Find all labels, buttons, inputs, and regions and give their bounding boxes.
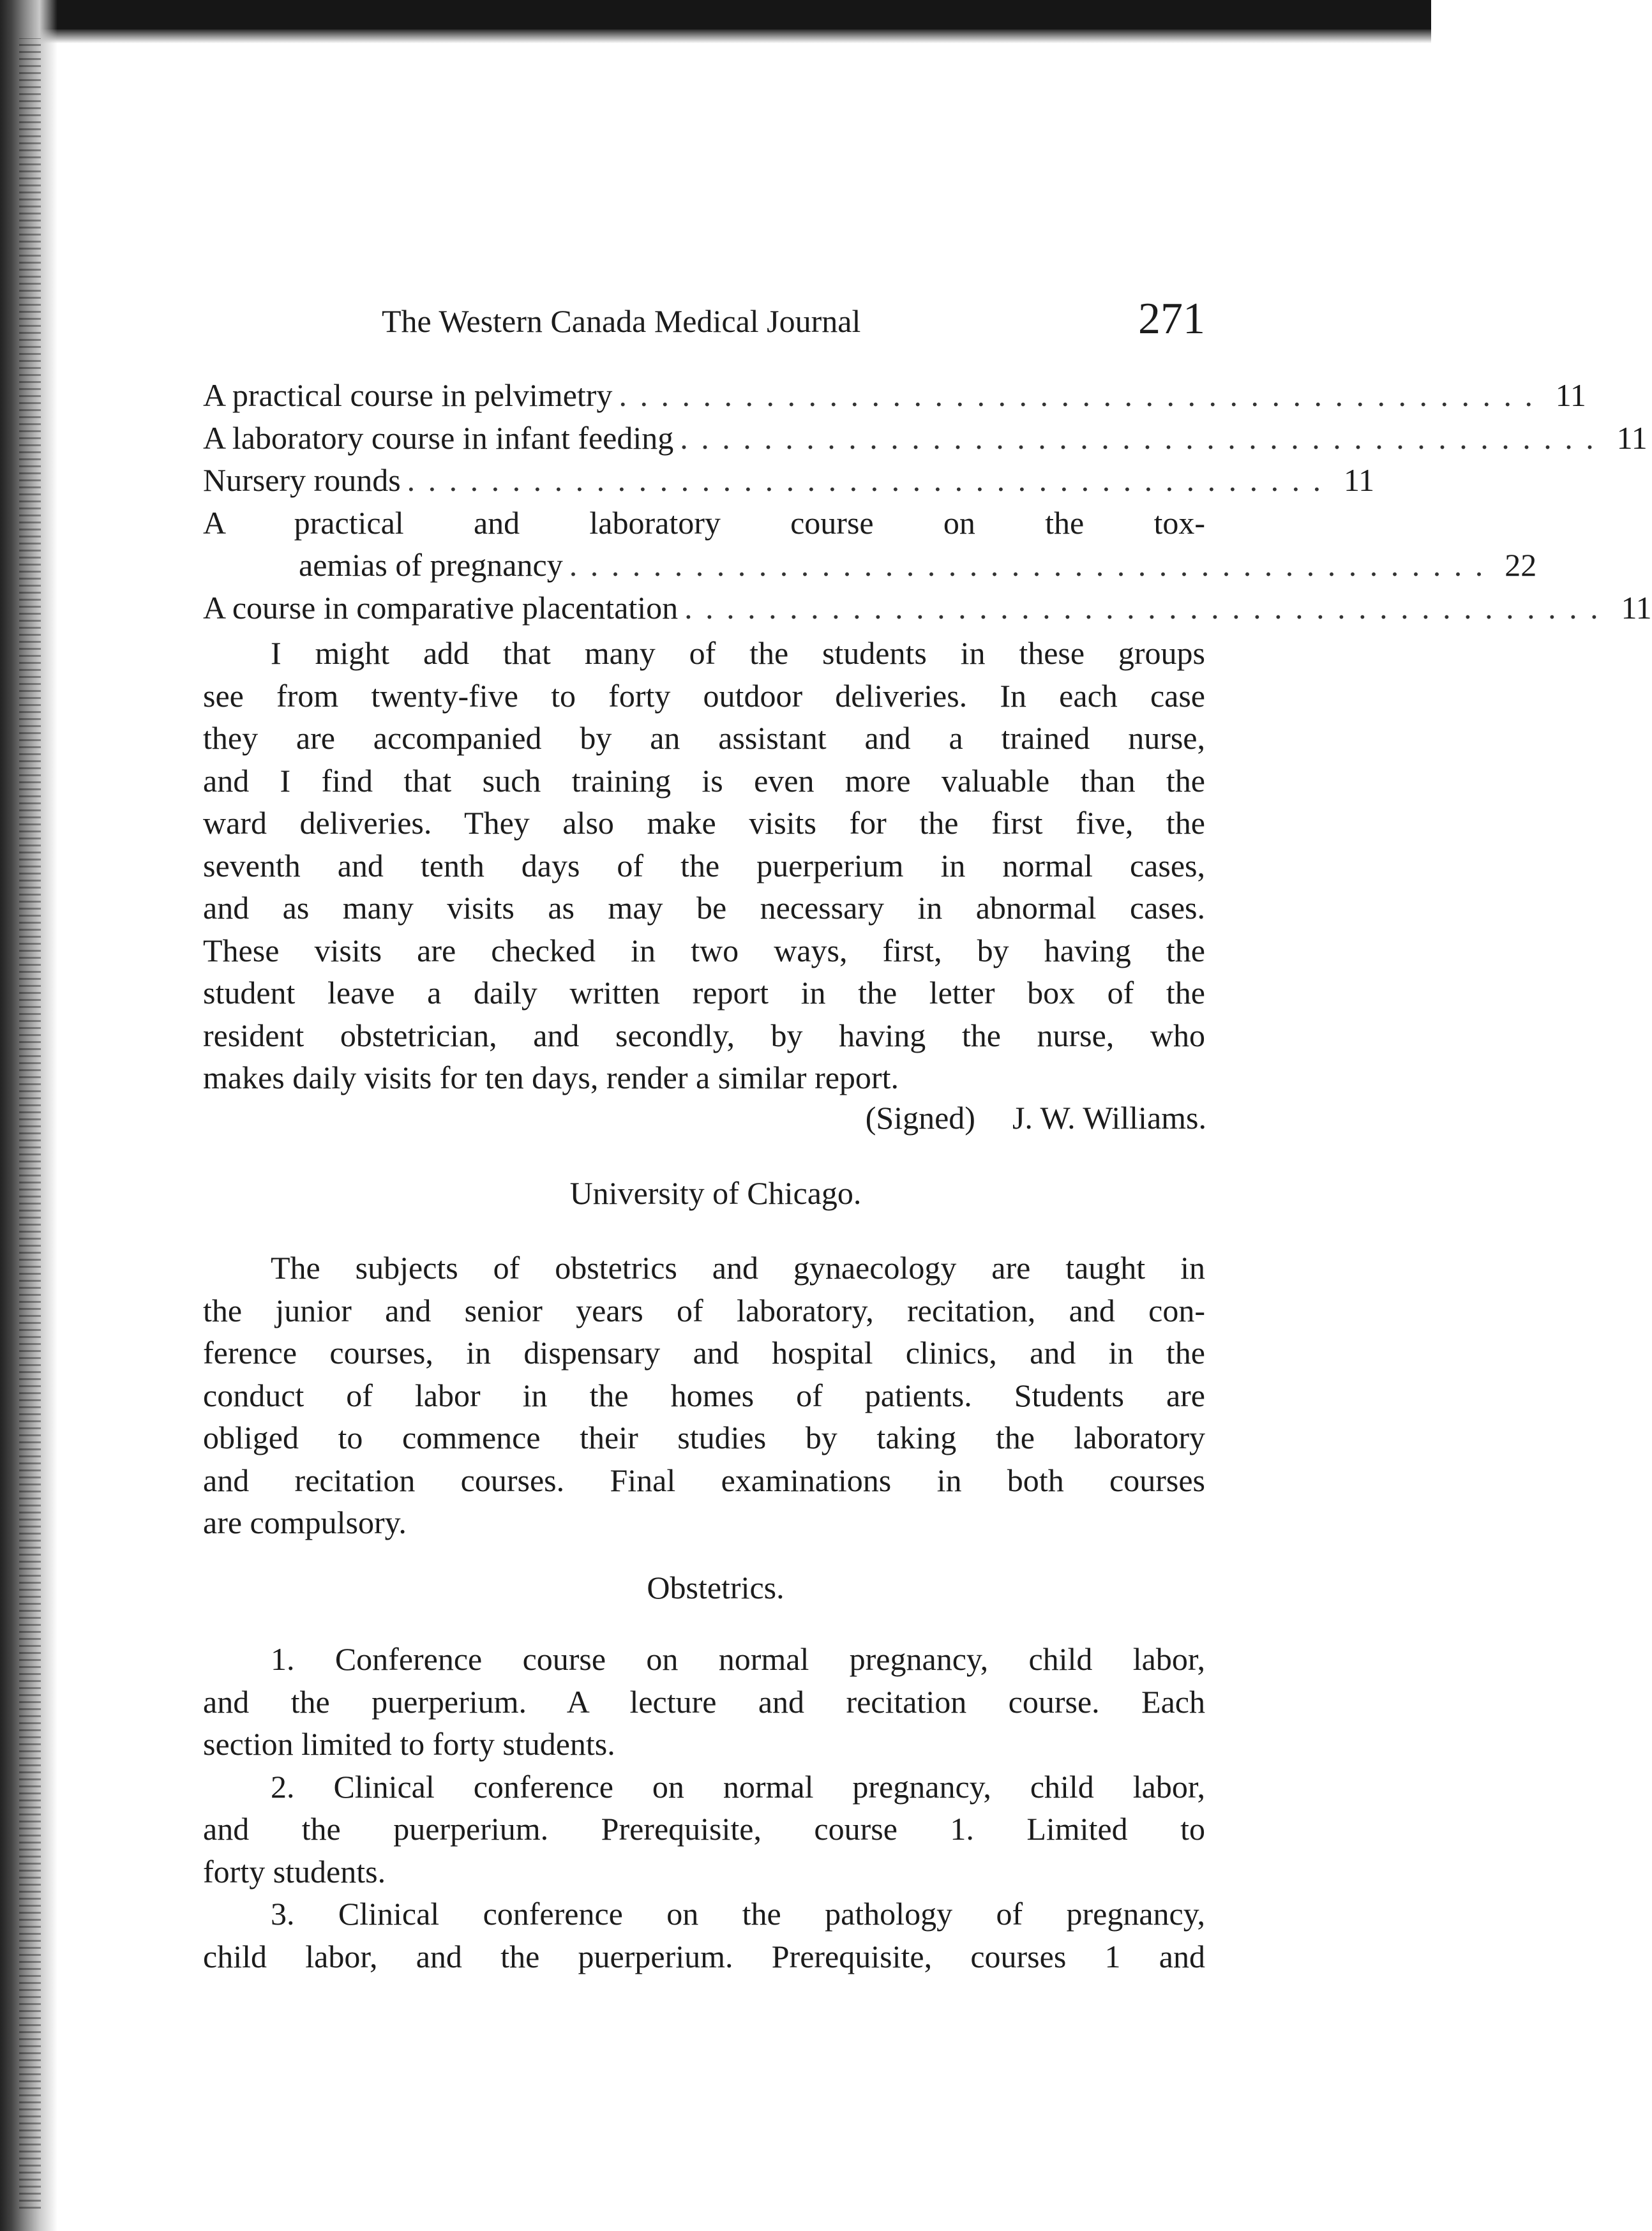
text-line: resident obstetrician, and secondly, by having the nurse, who	[203, 1017, 1205, 1053]
section-heading-chicago: University of Chicago.	[569, 1175, 862, 1211]
list-item: A practical course in pelvimetry . . . . . . . . . . . . . . . . . . . . . . . . . . . . . . . . . . . . . . . . . . . . 11	[203, 374, 1205, 417]
signature-prefix: (Signed)	[865, 1100, 975, 1136]
running-header	[382, 281, 1205, 345]
list-item: Nursery rounds . . . . . . . . . . . . . . . . . . . . . . . . . . . . . . . . . . . . . . . . . . . . 11	[203, 459, 1205, 502]
list-item: A laboratory course in infant feeding . . . . . . . . . . . . . . . . . . . . . . . . . . . . . . . . . . . . . . . . . . . . 11	[203, 417, 1205, 460]
text-line: forty students.	[203, 1853, 386, 1889]
text-line: These visits are checked in two ways, first, by having the	[203, 932, 1205, 968]
text-line: section limited to forty students.	[203, 1726, 615, 1762]
text-line: I might add that many of the students in these groups	[271, 635, 1205, 671]
scan-binding-stitching	[19, 38, 41, 2209]
signature	[866, 1099, 1206, 1136]
scan-top-border	[0, 0, 1431, 29]
paragraph-chicago	[203, 1247, 1205, 1544]
scan-top-shadow	[0, 29, 1431, 43]
obstetrics-course-list	[203, 1638, 1205, 1978]
text-line: and recitation courses. Final examinations in both courses	[203, 1462, 1205, 1498]
text-line: student leave a daily written report in the letter box of the	[203, 975, 1205, 1010]
text-line: child labor, and the puerperium. Prerequisite, courses 1 and	[203, 1938, 1205, 1974]
text-line: makes daily visits for ten days, render a similar report.	[203, 1060, 899, 1095]
text-line: obliged to commence their studies by taking the laboratory	[203, 1420, 1205, 1455]
text-line: ference courses, in dispensary and hospital clinics, and in the	[203, 1335, 1205, 1371]
text-line: are compulsory.	[203, 1505, 407, 1540]
text-line: conduct of labor in the homes of patients. Students are	[203, 1377, 1205, 1413]
journal-title: The Western Canada Medical Journal	[382, 303, 861, 339]
text-line: and the puerperium. Prerequisite, course 1. Limited to	[203, 1811, 1205, 1847]
text-line: they are accompanied by an assistant and a trained nurse,	[203, 720, 1205, 756]
page-number: 271	[1138, 294, 1205, 343]
text-line: see from twenty-five to forty outdoor deliveries. In each case	[203, 677, 1205, 714]
text-line: 3. Clinical conference on the pathology of pregnancy,	[271, 1896, 1205, 1932]
list-item: aemias of pregnancy . . . . . . . . . . . . . . . . . . . . . . . . . . . . . . . . . . . . . . . . . . . . 22	[203, 544, 1205, 587]
text-line: ward deliveries. They also make visits for the first five, the	[203, 805, 1205, 841]
text-line: 2. Clinical conference on normal pregnancy, child labor,	[271, 1768, 1205, 1805]
text-line: and the puerperium. A lecture and recitation course. Each	[203, 1683, 1205, 1720]
leader-dots: . . . . . . . . . . . . . . . . . . . . . . . . . . . . . . . . . . . . . . . . . . . .	[569, 547, 1486, 583]
leader-dots: . . . . . . . . . . . . . . . . . . . . . . . . . . . . . . . . . . . . . . . . . . . .	[619, 377, 1535, 413]
text-line: The subjects of obstetrics and gynaecology are taught in	[271, 1250, 1205, 1286]
text-line: 1. Conference course on normal pregnancy, child labor,	[271, 1641, 1205, 1677]
signature-name: J. W. Williams.	[1012, 1100, 1206, 1136]
text-line: the junior and senior years of laboratory, recitation, and con-	[203, 1292, 1205, 1328]
list-item: A practical and laboratory course on the tox-	[203, 504, 1205, 541]
leader-dots: . . . . . . . . . . . . . . . . . . . . . . . . . . . . . . . . . . . . . . . . . . . .	[684, 589, 1601, 626]
text-line: and as many visits as may be necessary in abnormal cases.	[203, 890, 1205, 926]
list-item: A course in comparative placentation . . . . . . . . . . . . . . . . . . . . . . . . . . . . . . . . . . . . . . . . . . . . 11	[203, 587, 1205, 629]
text-line: and I find that such training is even more valuable than the	[203, 762, 1205, 799]
course-hours-list	[203, 374, 1652, 629]
text-line: seventh and tenth days of the puerperium in normal cases,	[203, 847, 1205, 883]
paragraph-outdoor-deliveries	[203, 632, 1205, 1099]
section-heading-obstetrics: Obstetrics.	[647, 1570, 785, 1605]
leader-dots: . . . . . . . . . . . . . . . . . . . . . . . . . . . . . . . . . . . . . . . . . . . .	[407, 462, 1324, 498]
leader-dots: . . . . . . . . . . . . . . . . . . . . . . . . . . . . . . . . . . . . . . . . . . . .	[680, 419, 1596, 456]
